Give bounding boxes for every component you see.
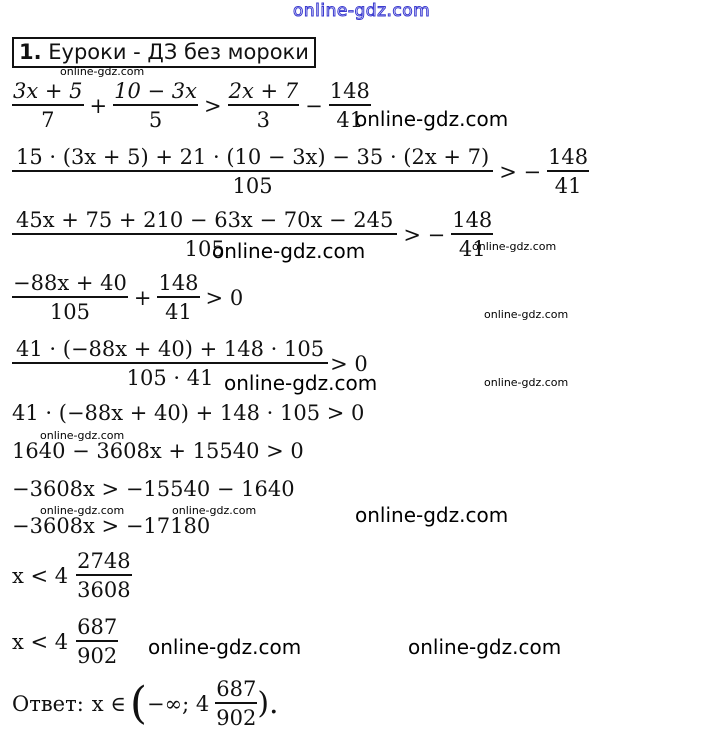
answer-inner: −∞; 4	[147, 692, 210, 716]
equation-line-11	[12, 614, 118, 670]
equation-line-8: −3608x > −15540 − 1640	[12, 477, 295, 501]
answer-expr: x ∈	[91, 692, 126, 716]
l4-frac2-num: 148	[157, 270, 199, 298]
l3-num: 45x + 75 + 210 − 63x − 70x − 245	[12, 207, 397, 235]
answer-open-paren: (	[129, 678, 148, 729]
l10-lhs: x < 4	[12, 564, 69, 588]
l2-frac-num: 148	[547, 144, 589, 172]
l1-minus: −	[305, 94, 323, 118]
watermark-3: online-gdz.com	[224, 371, 378, 395]
l11-frac-den: 902	[77, 644, 118, 668]
l1-frac1-den: 7	[41, 108, 55, 132]
watermark-2: online-gdz.com	[212, 239, 366, 263]
watermark-1: online-gdz.com	[355, 107, 509, 131]
l11-frac-num: 687	[76, 614, 118, 642]
l4-plus: +	[133, 286, 152, 310]
l1-frac3-den: 3	[256, 108, 271, 132]
l2-frac-den: 41	[554, 174, 582, 198]
l10-frac-num: 2748	[76, 548, 131, 576]
watermark-small-5: online-gdz.com	[40, 429, 125, 442]
l1-frac4-num: 148	[329, 78, 371, 106]
l1-plus: +	[89, 94, 108, 118]
answer-frac-den: 902	[216, 706, 257, 730]
title-text: Еуроки - ДЗ без мороки	[48, 40, 309, 64]
l2-num: 15 · (3x + 5) + 21 · (10 − 3x) − 35 · (2x + 7)	[12, 144, 493, 172]
watermark-4: online-gdz.com	[355, 503, 509, 527]
watermark-small-1: online-gdz.com	[60, 65, 145, 78]
equation-line-4	[12, 270, 249, 326]
l5-rest: > 0	[330, 352, 368, 376]
title-number: 1.	[19, 40, 42, 64]
l1-frac4-den: 41	[336, 108, 364, 132]
l1-frac1-num: 3x + 5	[12, 78, 84, 106]
l5-den: 105 · 41	[126, 366, 214, 390]
l10-frac-den: 3608	[77, 578, 131, 602]
answer-line	[12, 676, 279, 732]
l2-rel: > −	[499, 160, 542, 184]
l1-frac2-num: 10 − 3x	[113, 78, 198, 106]
l3-den: 105	[184, 237, 225, 261]
l3-rel: > −	[403, 223, 446, 247]
l4-rest: > 0	[205, 286, 244, 310]
answer-frac-num: 687	[215, 676, 257, 704]
l11-lhs: x < 4	[12, 630, 69, 654]
l4-frac2-den: 41	[165, 300, 192, 324]
watermark-6: online-gdz.com	[408, 635, 562, 659]
watermark-5: online-gdz.com	[148, 635, 302, 659]
header-watermark: online-gdz.com	[293, 1, 431, 21]
watermark-small-6: online-gdz.com	[40, 504, 125, 517]
equation-line-2	[12, 144, 589, 200]
l3-frac-num: 148	[451, 207, 493, 235]
l1-frac2-den: 5	[148, 108, 163, 132]
watermark-small-3: online-gdz.com	[484, 308, 569, 321]
equation-line-1	[12, 78, 371, 134]
equation-line-6: 41 · (−88x + 40) + 148 · 105 > 0	[12, 401, 365, 425]
answer-close-paren: ).	[257, 686, 279, 721]
l4-frac1-den: 105	[49, 300, 90, 324]
watermark-small-7: online-gdz.com	[172, 504, 257, 517]
l1-frac3-num: 2x + 7	[228, 78, 300, 106]
equation-line-10	[12, 548, 132, 604]
equation-line-7: 1640 − 3608x + 15540 > 0	[12, 439, 304, 463]
l1-gt: >	[204, 94, 222, 118]
l3-frac-den: 41	[458, 237, 486, 261]
l5-num: 41 · (−88x + 40) + 148 · 105	[12, 336, 328, 364]
watermark-small-4: online-gdz.com	[484, 376, 569, 389]
watermark-small-2: online-gdz.com	[472, 240, 557, 253]
l4-frac1-num: −88x + 40	[12, 270, 128, 298]
equation-line-9: −3608x > −17180	[12, 514, 211, 538]
page-title	[12, 37, 316, 68]
answer-label: Ответ:	[12, 692, 84, 716]
l2-den: 105	[232, 174, 273, 198]
